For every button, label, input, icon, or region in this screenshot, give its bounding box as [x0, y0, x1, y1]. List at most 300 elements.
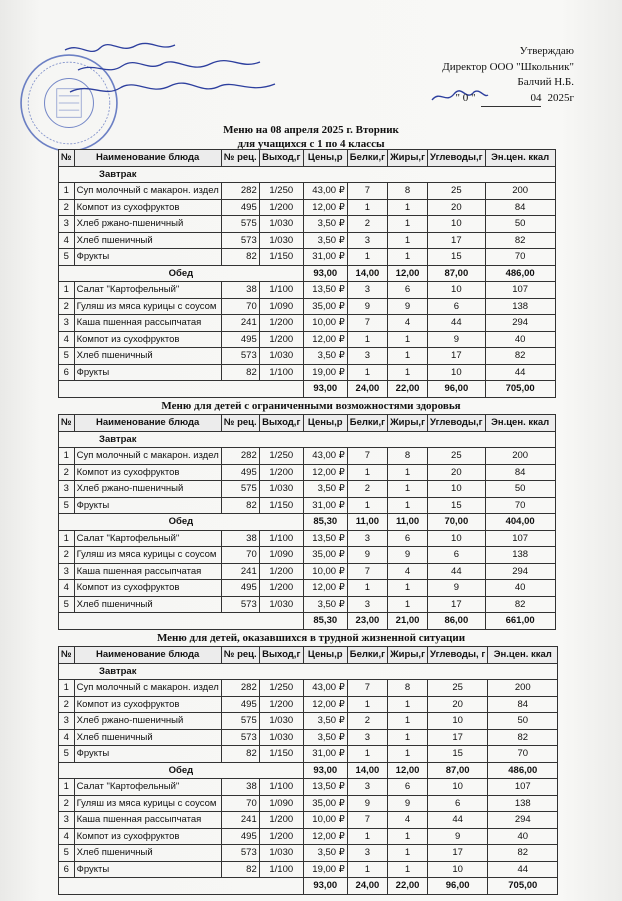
table-cell: 282	[221, 680, 259, 697]
total-cell: 93,00	[303, 381, 347, 398]
table-cell: Хлеб ржано-пшеничный	[74, 713, 221, 730]
table-cell: 573	[221, 232, 259, 249]
table-cell: 25	[428, 448, 486, 465]
approval-date-month: 04	[481, 91, 541, 108]
table-cell: 9	[388, 795, 428, 812]
column-header: № рец.	[221, 415, 259, 432]
table-cell: 4	[59, 232, 75, 249]
table-cell: 3,50 ₽	[303, 713, 347, 730]
table-cell: 200	[485, 183, 555, 200]
table-cell: Суп молочный с макарон. издел	[74, 183, 221, 200]
total-cell: 23,00	[347, 613, 387, 630]
section-row-breakfast	[59, 663, 558, 680]
table-cell: 9	[428, 828, 488, 845]
table-cell: 1/200	[259, 331, 303, 348]
table-cell: 17	[428, 348, 486, 365]
column-header: Углеводы,г	[428, 150, 486, 167]
table-cell: 1/030	[259, 729, 303, 746]
table-cell: 294	[485, 315, 555, 332]
table-cell: 3	[347, 779, 387, 796]
table-cell: 35,00 ₽	[303, 795, 347, 812]
table-cell: Хлеб пшеничный	[74, 596, 221, 613]
menu-title-hardship: Меню для детей, оказавшихся в трудной жизненной ситуации	[156, 632, 466, 644]
table-cell: 8	[388, 448, 428, 465]
table-cell: 1/100	[259, 282, 303, 299]
section-row-lunch	[59, 514, 556, 531]
table-cell: 575	[221, 713, 259, 730]
table-cell: 138	[485, 547, 555, 564]
table-cell: 1	[347, 580, 387, 597]
table-cell: 1	[59, 680, 75, 697]
table-cell: 35,00 ₽	[303, 547, 347, 564]
table-cell: 138	[488, 795, 558, 812]
table-cell: 1/250	[259, 448, 303, 465]
table-cell: Гуляш из мяса курицы с соусом	[74, 547, 221, 564]
table-cell: 241	[221, 812, 259, 829]
column-header: Углеводы,г	[428, 415, 486, 432]
table-cell: 70	[485, 249, 555, 266]
table-cell: 1/100	[259, 779, 303, 796]
column-header: №	[59, 150, 75, 167]
table-cell: 10,00 ₽	[303, 315, 347, 332]
section-label: Завтрак	[59, 663, 558, 680]
table-cell: 5	[59, 249, 75, 266]
section-label: Обед	[59, 514, 304, 531]
table-cell: 10	[428, 779, 488, 796]
total-row	[59, 613, 556, 630]
table-cell: 1	[388, 861, 428, 878]
table-cell: 31,00 ₽	[303, 249, 347, 266]
table-cell: Компот из сухофруктов	[74, 828, 221, 845]
approval-date-year: 2025г	[547, 91, 574, 104]
table-cell: 1/090	[259, 547, 303, 564]
table-cell: 31,00 ₽	[303, 746, 347, 763]
table-cell: 1/250	[259, 183, 303, 200]
table-cell: 1/100	[259, 364, 303, 381]
table-cell: Каша пшенная рассыпчатая	[74, 315, 221, 332]
table-cell: 1/200	[259, 828, 303, 845]
section-total-cell: 14,00	[347, 265, 387, 282]
table-cell: 1	[388, 845, 428, 862]
table-cell: 3,50 ₽	[303, 216, 347, 233]
table-cell: 12,00 ₽	[303, 331, 347, 348]
table-cell: 138	[485, 298, 555, 315]
table-cell: 1/150	[259, 249, 303, 266]
total-cell: 85,30	[303, 613, 347, 630]
total-cell: 24,00	[347, 878, 387, 895]
table-cell: 25	[428, 680, 488, 697]
table-cell: Фрукты	[74, 746, 221, 763]
table-cell: 1	[59, 282, 75, 299]
table-cell: 70	[221, 547, 259, 564]
table-cell: Каша пшенная рассыпчатая	[74, 563, 221, 580]
column-header: Эн.цен. ккал	[485, 150, 555, 167]
table-cell: 6	[428, 547, 486, 564]
column-header: № рец.	[221, 647, 259, 664]
table-cell: 2	[59, 464, 75, 481]
column-header: Эн.цен. ккал	[488, 647, 558, 664]
table-cell: 6	[428, 795, 488, 812]
table-row	[59, 364, 556, 381]
table-row	[59, 348, 556, 365]
table-cell: Гуляш из мяса курицы с соусом	[74, 298, 221, 315]
table-cell: 5	[59, 845, 75, 862]
table-cell: 7	[347, 680, 387, 697]
column-header: Выход,г	[259, 415, 303, 432]
table-cell: 4	[388, 315, 428, 332]
table-cell: 1	[388, 364, 428, 381]
table-cell: 1/200	[259, 696, 303, 713]
table-cell: 4	[59, 828, 75, 845]
table-header-row	[59, 647, 558, 664]
table-cell: 1	[347, 861, 387, 878]
total-row	[59, 878, 558, 895]
section-row-lunch	[59, 265, 556, 282]
table-cell: 3,50 ₽	[303, 596, 347, 613]
table-cell: 2	[347, 481, 387, 498]
table-cell: 4	[59, 580, 75, 597]
table-cell: 7	[347, 448, 387, 465]
table-cell: Гуляш из мяса курицы с соусом	[74, 795, 221, 812]
total-cell: 86,00	[428, 613, 486, 630]
table-cell: 294	[485, 563, 555, 580]
table-cell: 8	[388, 680, 428, 697]
table-cell: 5	[59, 348, 75, 365]
total-cell: 96,00	[428, 381, 486, 398]
table-cell: Фрукты	[74, 497, 221, 514]
table-row	[59, 282, 556, 299]
table-cell: 12,00 ₽	[303, 580, 347, 597]
table-cell: 7	[347, 812, 387, 829]
table-cell: 1	[388, 216, 428, 233]
table-row	[59, 298, 556, 315]
menu-table-grades-1-4	[58, 149, 556, 398]
table-cell: 9	[388, 298, 428, 315]
column-header: Жиры,г	[388, 647, 428, 664]
table-cell: 4	[388, 812, 428, 829]
table-cell: Салат "Картофельный"	[74, 779, 221, 796]
table-cell: 2	[347, 713, 387, 730]
table-cell: 9	[428, 331, 486, 348]
total-cell: 705,00	[485, 381, 555, 398]
table-row	[59, 315, 556, 332]
table-cell: 1/250	[259, 680, 303, 697]
section-label: Завтрак	[59, 166, 556, 183]
table-cell: 6	[388, 530, 428, 547]
column-header: Цены,р	[303, 150, 347, 167]
approval-date-day: " 0 "	[455, 91, 476, 104]
table-cell: 6	[428, 298, 486, 315]
table-cell: 9	[347, 298, 387, 315]
column-header: Цены,р	[303, 415, 347, 432]
table-cell: 1	[59, 183, 75, 200]
table-cell: 82	[221, 364, 259, 381]
table-row	[59, 861, 558, 878]
table-cell: 1	[59, 779, 75, 796]
table-cell: 9	[347, 547, 387, 564]
table-cell: 1	[388, 497, 428, 514]
table-row	[59, 746, 558, 763]
table-cell: 3	[347, 348, 387, 365]
table-cell: 43,00 ₽	[303, 183, 347, 200]
table-cell: 82	[488, 729, 558, 746]
table-cell: 17	[428, 729, 488, 746]
section-total-cell: 12,00	[388, 265, 428, 282]
menu-title: Меню на 08 апреля 2025 г. Вторник	[223, 124, 399, 136]
table-cell: 107	[485, 530, 555, 547]
handwritten-approval-signature	[60, 40, 300, 110]
table-cell: 82	[221, 746, 259, 763]
table-row	[59, 448, 556, 465]
table-cell: 5	[59, 596, 75, 613]
approval-name: Балчий Н.Б.	[517, 76, 574, 88]
table-cell: 5	[59, 746, 75, 763]
table-cell: 1/030	[259, 596, 303, 613]
table-cell: 1	[347, 696, 387, 713]
table-cell: 1/100	[259, 530, 303, 547]
column-header: Жиры,г	[388, 150, 428, 167]
table-cell: 50	[485, 216, 555, 233]
table-row	[59, 580, 556, 597]
table-cell: 3	[347, 845, 387, 862]
table-cell: 40	[485, 580, 555, 597]
table-cell: 1/030	[259, 216, 303, 233]
column-header: Цены,р	[303, 647, 347, 664]
table-cell: Салат "Картофельный"	[74, 282, 221, 299]
table-cell: 1	[388, 348, 428, 365]
table-cell: Хлеб пшеничный	[74, 232, 221, 249]
table-header-row	[59, 415, 556, 432]
table-row	[59, 713, 558, 730]
table-cell: 495	[221, 199, 259, 216]
table-cell: 70	[485, 497, 555, 514]
table-row	[59, 547, 556, 564]
total-cell: 705,00	[488, 878, 558, 895]
table-cell: 6	[388, 779, 428, 796]
table-cell: 31,00 ₽	[303, 497, 347, 514]
table-cell: 1	[388, 199, 428, 216]
table-cell: 15	[428, 746, 488, 763]
table-cell: Компот из сухофруктов	[74, 464, 221, 481]
table-cell: 2	[59, 547, 75, 564]
table-cell: 1	[388, 249, 428, 266]
table-cell: 10,00 ₽	[303, 812, 347, 829]
table-cell: 1/030	[259, 232, 303, 249]
table-cell: Хлеб ржано-пшеничный	[74, 481, 221, 498]
table-row	[59, 530, 556, 547]
table-row	[59, 729, 558, 746]
table-cell: 10,00 ₽	[303, 563, 347, 580]
table-cell: 10	[428, 364, 486, 381]
table-cell: 200	[488, 680, 558, 697]
table-row	[59, 183, 556, 200]
table-row	[59, 481, 556, 498]
table-cell: 13,50 ₽	[303, 282, 347, 299]
table-cell: 38	[221, 779, 259, 796]
table-cell: 3,50 ₽	[303, 232, 347, 249]
table-cell: 70	[221, 795, 259, 812]
table-cell: Хлеб пшеничный	[74, 729, 221, 746]
table-cell: 3,50 ₽	[303, 845, 347, 862]
table-cell: 82	[221, 249, 259, 266]
table-cell: 17	[428, 596, 486, 613]
table-cell: 3	[59, 216, 75, 233]
table-cell: Хлеб ржано-пшеничный	[74, 216, 221, 233]
table-cell: 495	[221, 828, 259, 845]
table-cell: 15	[428, 249, 486, 266]
section-total-cell: 93,00	[303, 265, 347, 282]
table-cell: 15	[428, 497, 486, 514]
table-cell: 10	[428, 282, 486, 299]
table-cell: 82	[485, 596, 555, 613]
table-row	[59, 696, 558, 713]
table-row	[59, 680, 558, 697]
total-cell: 24,00	[347, 381, 387, 398]
menu-table-disabilities	[58, 414, 556, 630]
table-cell: 20	[428, 696, 488, 713]
table-cell: 44	[428, 563, 486, 580]
approval-block	[344, 44, 574, 107]
section-row-lunch	[59, 762, 558, 779]
column-header: Белки,г	[347, 647, 387, 664]
table-cell: 1	[347, 746, 387, 763]
table-cell: 70	[488, 746, 558, 763]
table-cell: 20	[428, 199, 486, 216]
table-cell: 17	[428, 232, 486, 249]
section-total-cell: 93,00	[303, 762, 347, 779]
table-cell: 82	[488, 845, 558, 862]
total-cell: 21,00	[388, 613, 428, 630]
table-cell: 1	[347, 331, 387, 348]
table-cell: 10	[428, 713, 488, 730]
table-cell: 1	[388, 596, 428, 613]
table-cell: 82	[485, 348, 555, 365]
total-cell: 22,00	[388, 878, 428, 895]
table-cell: 3	[347, 596, 387, 613]
table-cell: Суп молочный с макарон. издел	[74, 448, 221, 465]
table-cell: 6	[59, 364, 75, 381]
total-cell: 661,00	[485, 613, 555, 630]
total-cell: 22,00	[388, 381, 428, 398]
table-cell: 44	[488, 861, 558, 878]
section-total-cell: 486,00	[485, 265, 555, 282]
table-cell: 44	[485, 364, 555, 381]
table-cell: 1	[388, 481, 428, 498]
table-cell: 70	[221, 298, 259, 315]
table-cell: 200	[485, 448, 555, 465]
table-cell: 1	[388, 828, 428, 845]
table-cell: 38	[221, 530, 259, 547]
table-cell: Фрукты	[74, 364, 221, 381]
table-row	[59, 331, 556, 348]
table-cell: 1/100	[259, 861, 303, 878]
table-cell: 19,00 ₽	[303, 364, 347, 381]
column-header: Белки,г	[347, 150, 387, 167]
table-cell: 7	[347, 315, 387, 332]
table-cell: 3	[347, 282, 387, 299]
table-cell: 40	[488, 828, 558, 845]
table-row	[59, 464, 556, 481]
table-row	[59, 216, 556, 233]
column-header: Наименование блюда	[74, 415, 221, 432]
table-cell: 20	[428, 464, 486, 481]
table-cell: 2	[347, 216, 387, 233]
table-cell: 6	[388, 282, 428, 299]
table-cell: 1	[388, 464, 428, 481]
table-cell: 3	[59, 812, 75, 829]
approval-heading: Утверждаю	[519, 45, 574, 57]
table-cell: 1	[347, 828, 387, 845]
table-cell: 1	[59, 530, 75, 547]
table-cell: 4	[59, 331, 75, 348]
table-cell: 2	[59, 696, 75, 713]
table-cell: 1/030	[259, 845, 303, 862]
table-row	[59, 249, 556, 266]
table-cell: 82	[221, 497, 259, 514]
table-cell: Компот из сухофруктов	[74, 331, 221, 348]
table-cell: 294	[488, 812, 558, 829]
menu-title-disabilities: Меню для детей с ограниченными возможностями здоровья	[161, 400, 461, 412]
table-cell: 82	[485, 232, 555, 249]
table-cell: 3	[59, 481, 75, 498]
table-cell: 1/200	[259, 812, 303, 829]
table-cell: 2	[59, 199, 75, 216]
table-cell: 4	[59, 729, 75, 746]
table-cell: 43,00 ₽	[303, 680, 347, 697]
table-cell: 38	[221, 282, 259, 299]
section-total-cell: 14,00	[347, 762, 387, 779]
table-cell: 5	[59, 497, 75, 514]
table-cell: 9	[347, 795, 387, 812]
table-cell: 1/200	[259, 315, 303, 332]
table-cell: 282	[221, 448, 259, 465]
table-cell: 1	[388, 331, 428, 348]
table-cell: 1	[388, 696, 428, 713]
table-cell: 1	[347, 464, 387, 481]
table-cell: 1/090	[259, 298, 303, 315]
table-cell: 3	[347, 729, 387, 746]
table-cell: 3	[59, 315, 75, 332]
table-cell: 3,50 ₽	[303, 729, 347, 746]
table-cell: 495	[221, 331, 259, 348]
table-cell: 10	[428, 216, 486, 233]
table-cell: 3,50 ₽	[303, 348, 347, 365]
table-cell: 1/030	[259, 348, 303, 365]
table-cell: 1	[347, 249, 387, 266]
table-cell: 12,00 ₽	[303, 828, 347, 845]
section-row-breakfast	[59, 166, 556, 183]
table-cell: 40	[485, 331, 555, 348]
table-cell: 1	[59, 448, 75, 465]
table-cell: 82	[221, 861, 259, 878]
menu-table-hardship	[58, 646, 558, 895]
section-total-cell: 70,00	[428, 514, 486, 531]
table-cell: 2	[59, 298, 75, 315]
table-cell: 44	[428, 812, 488, 829]
column-header: Выход,г	[259, 150, 303, 167]
table-cell: 495	[221, 464, 259, 481]
table-header-row	[59, 150, 556, 167]
table-row	[59, 596, 556, 613]
table-cell: 1/150	[259, 497, 303, 514]
menu-subtitle: для учащихся с 1 по 4 классы	[237, 138, 385, 150]
column-header: Выход,г	[259, 647, 303, 664]
table-cell: 1	[347, 199, 387, 216]
table-cell: 107	[485, 282, 555, 299]
table-cell: Фрукты	[74, 249, 221, 266]
table-cell: 3,50 ₽	[303, 481, 347, 498]
section-total-cell: 87,00	[428, 265, 486, 282]
